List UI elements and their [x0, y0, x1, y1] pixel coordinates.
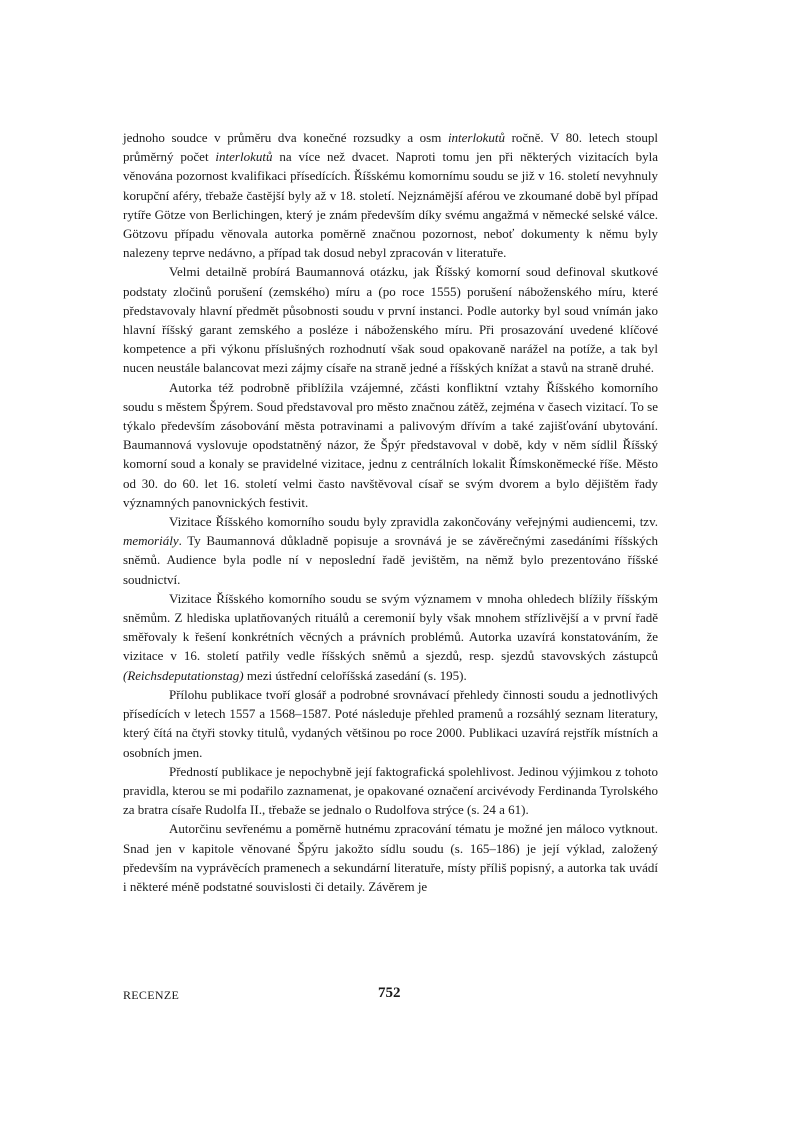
text-segment: Velmi detailně probírá Baumannová otázku, jak Říšský komorní soud definoval skutkové podstaty zločinů porušení (zemského) míru a (po roce 1555) porušení náboženského míru, které představovaly hlavní předmět působnosti soudu v první instanci. Podle autorky byl soud vnímán jako hlavní říšský garant zemského a posléze i náboženského míru. Při prosazování uvedené klíčové kompetence a při výkonu příslušných rozhodnutí však soud opakovaně narážel na potíže, a tak byl nucen neustále balancovat mezi zájmy císaře na straně jedné a říšských knížat a stavů na straně druhé. — [123, 264, 658, 376]
text-segment: na více než dvacet. Naproti tomu jen při některých vizitacích byla věnována pozornost kvalifikaci přísedících. Říšskému komornímu soudu se již v 16. století nevyhnuly korupční aféry, třebaže častější byly až v 18. století. Nejznámější aférou ve zkoumané době byl případ rytíře Götze von Berlichingen, který je znám především díky svému angažmá v německé selské válce. Götzovu případu věnovala autorka poměrně značnou pozornost, neboť dokumenty k němu byly nalezeny teprve nedávno, a případ tak dosud nebyl zpracován v literatuře. — [123, 149, 658, 261]
text-segment: Přílohu publikace tvoří glosář a podrobné srovnávací přehledy činnosti soudu a jednotlivých přísedících v letech 1557 a 1568–1587. Poté následuje přehled pramenů a rozsáhlý seznam literatury, který čítá na čtyři stovky titulů, vydaných většinou po roce 2000. Publikaci uzavírá rejstřík místních a osobních jmen. — [123, 686, 658, 760]
italic-term: interlokutů — [447, 130, 505, 145]
paragraph — [123, 685, 658, 762]
text-segment: Autorčinu sevřenému a poměrně hutnému zpracování tématu je možné jen máloco vytknout. Snad jen v kapitole věnované Špýru jakožto sídlu soudu (s. 165–186) je její výklad, založený především na vyprávěcích pramenech a sekundární literatuře, místy příliš popisný, a autorka tak uvádí i některé méně podstatné souvislosti či detaily. Závěrem je — [123, 821, 658, 894]
italic-term: (Reichsdeputationstag) — [123, 667, 244, 683]
paragraph — [123, 378, 658, 512]
paragraph — [123, 589, 658, 685]
text-segment: ročně. V 80. letech stoupl průměrný počet — [123, 130, 658, 165]
paragraph — [123, 819, 658, 896]
running-footer-section: RECENZE — [123, 988, 180, 1002]
text-segment: Vizitace Říšského komorního soudu se svým významem v mnoha ohledech blížily říšským sněmům. Z hlediska uplatňovaných rituálů a ceremonií byly však mnohem střízlivější a v první řadě směřovaly k řešení konkrétních věcných a právních problémů. Autorka uzavírá konstatováním, že vizitace v 16. století patřily vedle říšských sněmů a sjezdů, resp. sjezdů stavovských zástupců — [123, 590, 658, 664]
text-segment: mezi ústřední celoříšská zasedání (s. 195). — [243, 667, 467, 683]
italic-term: interlokutů — [215, 149, 273, 165]
text-segment: Autorka též podrobně přiblížila vzájemné, zčásti konfliktní vztahy Říšského komorního soudu s městem Špýrem. Soud představoval pro město značnou zátěž, zejména v časech vizitací. To se týkalo především zásobování města potravinami a palivovým dřívím a také zajišťování ubytování. Baumannová vyslovuje opodstatněný názor, že Špýr představoval v době, kdy v něm sídlil Říšský komorní soud a konaly se pravidelné vizitace, jednu z centrálních lokalit Římskoněmecké říše. Město od 30. do 60. let 16. století velmi často navštěvoval císař se svým dvorem a bylo dějištěm řady významných panovnických festivit. — [123, 379, 658, 510]
text-segment: Předností publikace je nepochybně její faktografická spolehlivost. Jedinou výjimkou z tohoto pravidla, kterou se mi podařilo zaznamenat, je opakované označení arcivévody Ferdinanda Tyrolského za bratra císaře Rudolfa II., třebaže se jednalo o Rudolfova strýce (s. 24 a 61). — [123, 763, 658, 818]
paragraph — [123, 512, 658, 589]
text-segment: . Ty Baumannová důkladně popisuje a srovnává je se závěrečnými zasedáními říšských sněmů. Audience byla podle ní v neposlední řadě jevištěm, na němž bylo prezentováno říšské soudnictví. — [123, 533, 658, 587]
paragraph — [123, 262, 658, 377]
page-number: 752 — [378, 985, 401, 1001]
paragraph — [123, 128, 658, 262]
text-segment: Vizitace Říšského komorního soudu byly zpravidla zakončovány veřejnými audiencemi, tzv. — [169, 514, 658, 530]
italic-term: memoriály — [123, 533, 179, 549]
text-segment: jednoho soudce v průměru dva konečné rozsudky a osm — [123, 130, 448, 145]
article-body — [123, 128, 658, 896]
paragraph — [123, 762, 658, 820]
